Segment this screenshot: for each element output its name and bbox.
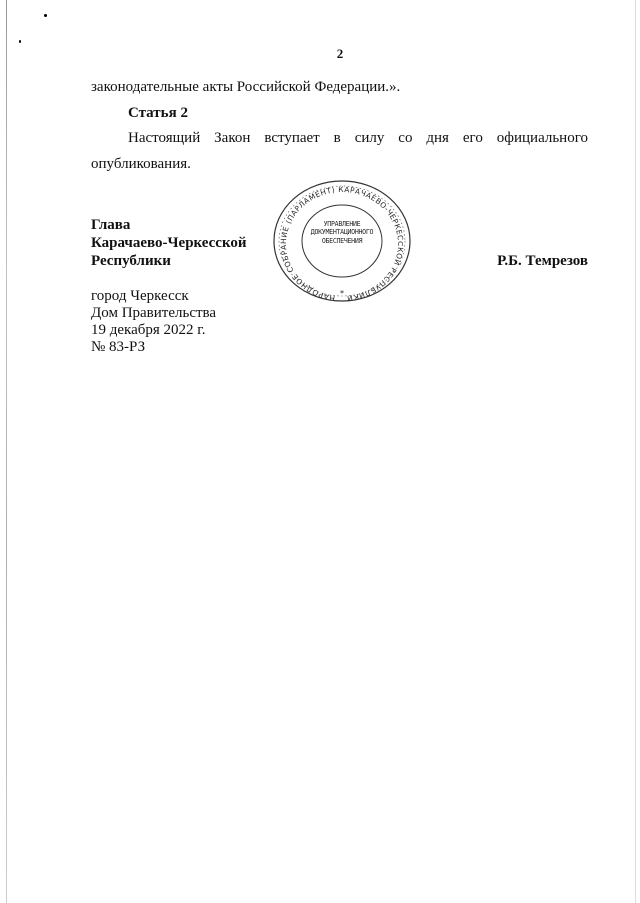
signatory-title-line-2: Карачаево-Черкесской [91, 235, 247, 251]
article-heading: Статья 2 [128, 105, 188, 121]
page-number: 2 [336, 46, 344, 61]
paragraph-second-line: опубликования. [91, 156, 191, 172]
seal-outer-text: НАРОДНОЕ СОБРАНИЕ (ПАРЛАМЕНТ) КАРАЧАЕВО-ЧЕРКЕССКОЙ РЕСПУБЛИКИ [278, 184, 406, 303]
official-seal [270, 178, 414, 304]
place-building: Дом Правительства [91, 305, 217, 321]
seal-inner-text: УПРАВЛЕНИЕ ДОКУМЕНТАЦИОННОГО ОБЕСПЕЧЕНИЯ [310, 220, 374, 245]
place-city: город Черкесск [91, 288, 189, 304]
document-date: 19 декабря 2022 г. [91, 322, 206, 338]
scan-left-edge [6, 0, 7, 903]
signatory-title-line-1: Глава [91, 217, 131, 233]
place-and-date [91, 288, 216, 356]
paragraph-first-line: Настоящий Закон вступает в силу со дня его официального [128, 130, 588, 146]
document-number: № 83-РЗ [91, 339, 146, 355]
star-icon: * [340, 289, 344, 298]
signatory-title [91, 216, 247, 270]
signatory-title-line-3: Республики [91, 253, 171, 269]
scan-speck [44, 14, 47, 17]
signatory-name: Р.Б. Темрезов [497, 253, 588, 269]
scan-right-edge [635, 0, 636, 903]
body-line-1: законодательные акты Российской Федерации.». [91, 79, 401, 95]
scan-speck [19, 40, 21, 43]
